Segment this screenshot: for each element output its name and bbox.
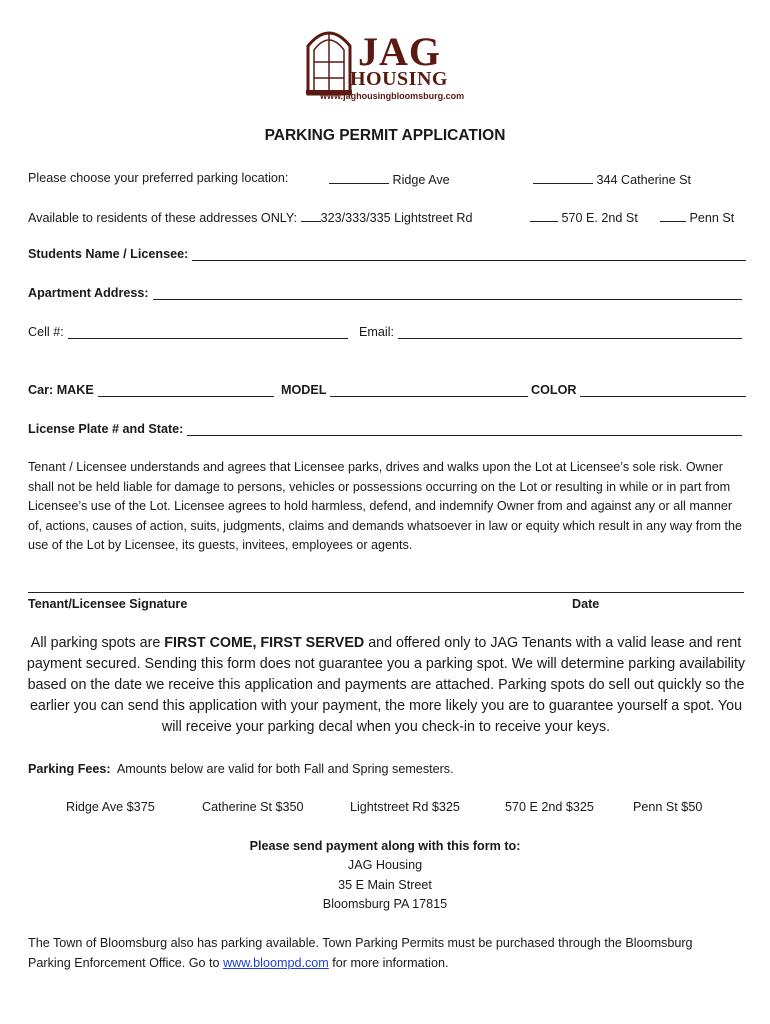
- email-line[interactable]: [398, 326, 742, 339]
- town-text-pre: The Town of Bloomsburg also has parking available. Town Parking Permits must be purchased through the Bloomsburg Parking Enforcement Office. Go to: [28, 936, 693, 970]
- car-model-line[interactable]: [330, 384, 528, 397]
- residents-prompt: Available to residents of these addresses ONLY:: [28, 211, 298, 225]
- fees-note: Amounts below are valid for both Fall and Spring semesters.: [116, 762, 454, 776]
- location-catherine-blank[interactable]: [533, 171, 593, 184]
- logo: [300, 22, 475, 106]
- apartment-line[interactable]: [153, 287, 742, 300]
- car-model-label: MODEL: [281, 383, 327, 397]
- notice-emphasis: FIRST COME, FIRST SERVED: [164, 635, 365, 651]
- car-color-field[interactable]: [531, 383, 746, 397]
- window-logo-icon: [304, 24, 354, 96]
- cell-field[interactable]: [28, 325, 348, 339]
- location-ridge-blank[interactable]: [329, 171, 389, 184]
- residents-2nd-blank[interactable]: [530, 209, 558, 222]
- student-name-label: Students Name / Licensee:: [28, 247, 189, 261]
- location-prompt: Please choose your preferred parking location:: [28, 171, 289, 185]
- location-option-catherine[interactable]: [533, 171, 691, 187]
- fees-label: Parking Fees:: [28, 762, 111, 776]
- residents-option-2nd[interactable]: [530, 209, 638, 225]
- location-option-ridge[interactable]: [329, 171, 450, 187]
- notice-post: and offered only to JAG Tenants with a valid lease and rent payment secured. Sending this form does not guarantee you a parking spot. We will determine parking availability based on the date we receive this application and payments are attached. Parking spots do sell out quickly so the earlier you can send this application with your payment, the more likely you are to guarantee yourself a spot. You will receive your parking decal when you check-in to receive your keys.: [26, 635, 746, 735]
- student-name-field[interactable]: [28, 247, 746, 261]
- bloompd-link[interactable]: www.bloompd.com: [223, 955, 329, 970]
- payment-line2: 35 E Main Street: [338, 878, 432, 892]
- residents-lightstreet-blank[interactable]: [301, 209, 321, 222]
- license-plate-label: License Plate # and State:: [28, 422, 184, 436]
- first-come-notice: [26, 633, 746, 738]
- apartment-field[interactable]: [28, 286, 742, 300]
- car-make-label: Car: MAKE: [28, 383, 94, 397]
- notice-pre: All parking spots are: [30, 635, 165, 651]
- location-catherine-label: 344 Catherine St: [596, 173, 692, 187]
- residents-penn-blank[interactable]: [660, 209, 686, 222]
- fee-item: Lightstreet Rd $325: [350, 800, 460, 814]
- payment-line1: JAG Housing: [347, 858, 423, 872]
- cell-line[interactable]: [68, 326, 348, 339]
- cell-label: Cell #:: [28, 325, 64, 339]
- car-color-label: COLOR: [531, 383, 577, 397]
- parking-fees-row: [28, 762, 454, 776]
- date-label: Date: [572, 597, 600, 611]
- license-plate-field[interactable]: [28, 422, 742, 436]
- town-parking-paragraph: [28, 934, 728, 973]
- signature-label: Tenant/Licensee Signature: [28, 597, 188, 611]
- payment-heading: Please send payment along with this form to:: [249, 839, 521, 853]
- town-text-post: for more information.: [328, 955, 449, 970]
- logo-brand-big: JAG: [358, 29, 441, 74]
- fee-item: Catherine St $350: [202, 800, 304, 814]
- fee-item: 570 E 2nd $325: [505, 800, 594, 814]
- signature-line[interactable]: [28, 592, 744, 593]
- residents-option-penn[interactable]: [660, 209, 734, 225]
- page-title: PARKING PERMIT APPLICATION: [264, 127, 506, 144]
- logo-url: www.jaghousingbloomsburg.com: [320, 91, 465, 101]
- email-field[interactable]: [359, 325, 742, 339]
- car-color-line[interactable]: [580, 384, 746, 397]
- logo-brand-small: HOUSING: [350, 68, 448, 90]
- location-ridge-label: Ridge Ave: [392, 173, 450, 187]
- apartment-label: Apartment Address:: [28, 286, 149, 300]
- payment-line3: Bloomsburg PA 17815: [322, 897, 448, 911]
- car-make-field[interactable]: [28, 383, 274, 397]
- email-label: Email:: [359, 325, 394, 339]
- fee-item: Ridge Ave $375: [66, 800, 155, 814]
- fee-item: Penn St $50: [633, 800, 703, 814]
- car-make-line[interactable]: [98, 384, 274, 397]
- car-model-field[interactable]: [281, 383, 528, 397]
- residents-2nd-label: 570 E. 2nd St: [561, 211, 638, 225]
- residents-row: [28, 209, 473, 225]
- residents-lightstreet-label: 323/333/335 Lightstreet Rd: [320, 211, 473, 225]
- residents-penn-label: Penn St: [689, 211, 735, 225]
- liability-paragraph: Tenant / Licensee understands and agrees that Licensee parks, drives and walks upon the Lot at Licensee’s sole risk. Owner shall not be held liable for damage to persons, vehicles or possessions occurring on the Lot or resulting in while or in part from Licensee’s use of the Lot. Licensee agrees to hold harmless, defend, and indemnify Owner from and against any or all manner of, actions, causes of action, suits, judgments, claims and demands whatsoever in law or equity which result in any way from the use of the Lot by Licensee, its guests, invitees, employees or agents.: [28, 460, 742, 553]
- license-plate-line[interactable]: [187, 423, 742, 436]
- student-name-line[interactable]: [192, 248, 746, 261]
